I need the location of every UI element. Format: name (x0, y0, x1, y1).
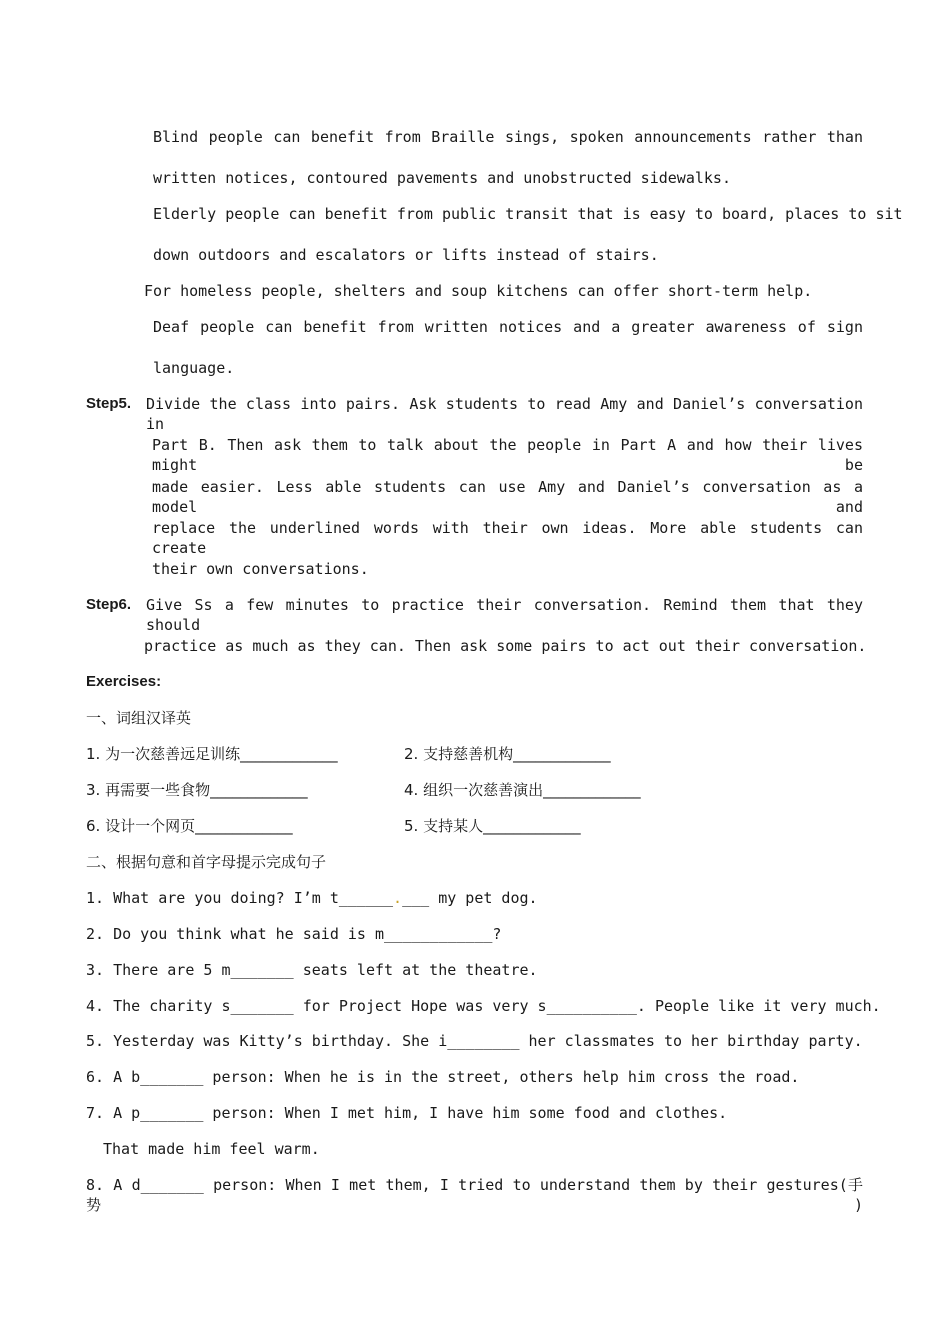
question-7-continued: That made him feel warm. (103, 1140, 320, 1158)
section1-item-2: 2. 支持慈善机构_____________ (404, 745, 611, 763)
section1-item-4: 4. 组织一次慈善演出_____________ (404, 781, 641, 799)
question-1-mark: . (393, 889, 403, 907)
section1-item-3: 3. 再需要一些食物_____________ (86, 781, 308, 799)
deaf-people-line-1: Deaf people can benefit from written notices and a greater awareness of sign (153, 318, 863, 336)
question-1 (86, 888, 538, 908)
homeless-people-line: For homeless people, shelters and soup kitchens can offer short-term help. (144, 282, 813, 300)
section2-title: 二、根据句意和首字母提示完成句子 (86, 853, 327, 871)
blind-people-line-1: Blind people can benefit from Braille sings, spoken announcements rather than (153, 128, 863, 146)
question-1-part-a: 1. What are you doing? I’m t______ (86, 889, 394, 907)
question-6: 6. A b_______ person: When he is in the street, others help him cross the road. (86, 1068, 800, 1086)
step6-label: Step6. (86, 596, 132, 613)
question-7: 7. A p_______ person: When I met him, I have him some food and clothes. (86, 1104, 728, 1122)
question-4: 4. The charity s_______ for Project Hope was very s__________. People like it very much. (86, 997, 881, 1015)
question-5: 5. Yesterday was Kitty’s birthday. She i________ her classmates to her birthday party. (86, 1032, 863, 1050)
step5-line-4: replace the underlined words with their own ideas. More able students can create (152, 519, 863, 557)
question-8: 8. A d_______ person: When I met them, I tried to understand them by their gestures(手势) (86, 1176, 863, 1214)
section1-item-1: 1. 为一次慈善远足训练_____________ (86, 745, 338, 763)
question-2: 2. Do you think what he said is m____________? (86, 925, 502, 943)
step6-line-2: practice as much as they can. Then ask some pairs to act out their conversation. (144, 637, 867, 655)
exercises-heading: Exercises: (86, 673, 162, 690)
section1-item-6: 6. 设计一个网页_____________ (86, 817, 293, 835)
question-1-part-b: ___ my pet dog. (402, 889, 538, 907)
question-3: 3. There are 5 m_______ seats left at the theatre. (86, 961, 538, 979)
step5-line-1: Divide the class into pairs. Ask students to read Amy and Daniel’s conversation in (146, 395, 863, 433)
elderly-people-line-2: down outdoors and escalators or lifts instead of stairs. (153, 246, 659, 264)
section1-item-5: 5. 支持某人_____________ (404, 817, 581, 835)
blind-people-line-2: written notices, contoured pavements and unobstructed sidewalks. (153, 169, 731, 187)
deaf-people-line-2: language. (153, 359, 235, 377)
elderly-people-line-1: Elderly people can benefit from public transit that is easy to board, places to sit (153, 205, 903, 223)
section1-title: 一、词组汉译英 (86, 709, 192, 727)
step5-line-3: made easier. Less able students can use Amy and Daniel’s conversation as a model and (152, 478, 863, 516)
step5-line-2: Part B. Then ask them to talk about the people in Part A and how their lives might be (152, 436, 863, 474)
step5-line-5: their own conversations. (152, 560, 369, 578)
step6-line-1: Give Ss a few minutes to practice their conversation. Remind them that they should (146, 596, 863, 634)
step5-label: Step5. (86, 395, 132, 412)
